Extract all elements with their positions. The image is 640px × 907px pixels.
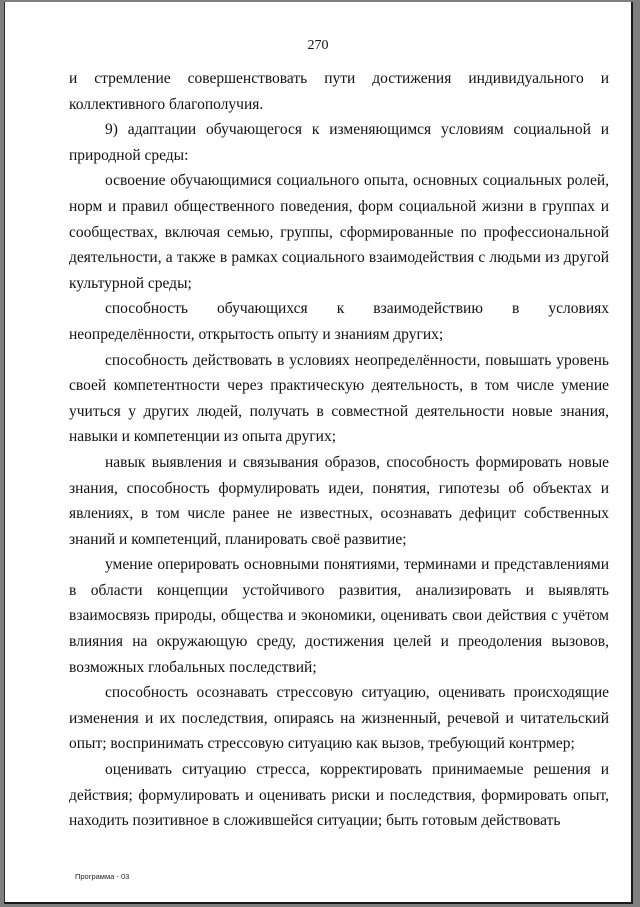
paragraph-continuation: и стремление совершенствовать пути достижения индивидуального и коллективного благополучия. — [69, 70, 609, 113]
paragraph-stress-evaluation: оценивать ситуацию стресса, корректировать принимаемые решения и действия; формулировать и оценивать риски и последствия, формировать опыт, находить позитивное в сложившейся ситуации; быть готовым действовать — [69, 761, 609, 830]
body-text — [69, 66, 609, 834]
document-page — [4, 2, 633, 904]
page-footer: Программа - 03 — [75, 872, 130, 881]
paragraph-item-9-heading: 9) адаптации обучающегося к изменяющимся условиям социальной и природной среды: — [69, 121, 609, 164]
paragraph-act-uncertainty: способность действовать в условиях неопределённости, повышать уровень своей компетентности через практическую деятельность, в том числе умение учиться у других людей, получать в совместной деятельности новые знания, навыки и компетенции из опыта других; — [69, 351, 609, 446]
paragraph-sustainable-development: умение оперировать основными понятиями, терминами и представлениями в области концепции устойчивого развития, анализировать и выявлять взаимосвязь природы, общества и экономики, оценивать свои действия с учётом влияния на окружающую среду, достижения целей и преодоления вызовов, возможных глобальных последствий; — [69, 556, 609, 676]
paragraph-images-skill: навык выявления и связывания образов, способность формировать новые знания, способность формулировать идеи, понятия, гипотезы об объектах и явлениях, в том числе ранее не известных, осознавать дефицит собственных знаний и компетенций, планировать своё развитие; — [69, 453, 609, 548]
page-number: 270 — [307, 38, 329, 53]
paragraph-stress-awareness: способность осознавать стрессовую ситуацию, оценивать происходящие изменения и их последствия, опираясь на жизненный, речевой и читательский опыт; воспринимать стрессовую ситуацию как вызов, требующий контрмер; — [69, 684, 609, 753]
paragraph-social-experience: освоение обучающимися социального опыта, основных социальных ролей, норм и правил общественного поведения, форм социальной жизни в группах и сообществах, включая семью, группы, сформированные по профессиональной деятельности, а также в рамках социального взаимодействия с людьми из другой культурной среды; — [69, 172, 609, 292]
paragraph-interaction-uncertainty: способность обучающихся к взаимодействию в условиях неопределённости, открытость опыту и знаниям других; — [69, 300, 609, 343]
